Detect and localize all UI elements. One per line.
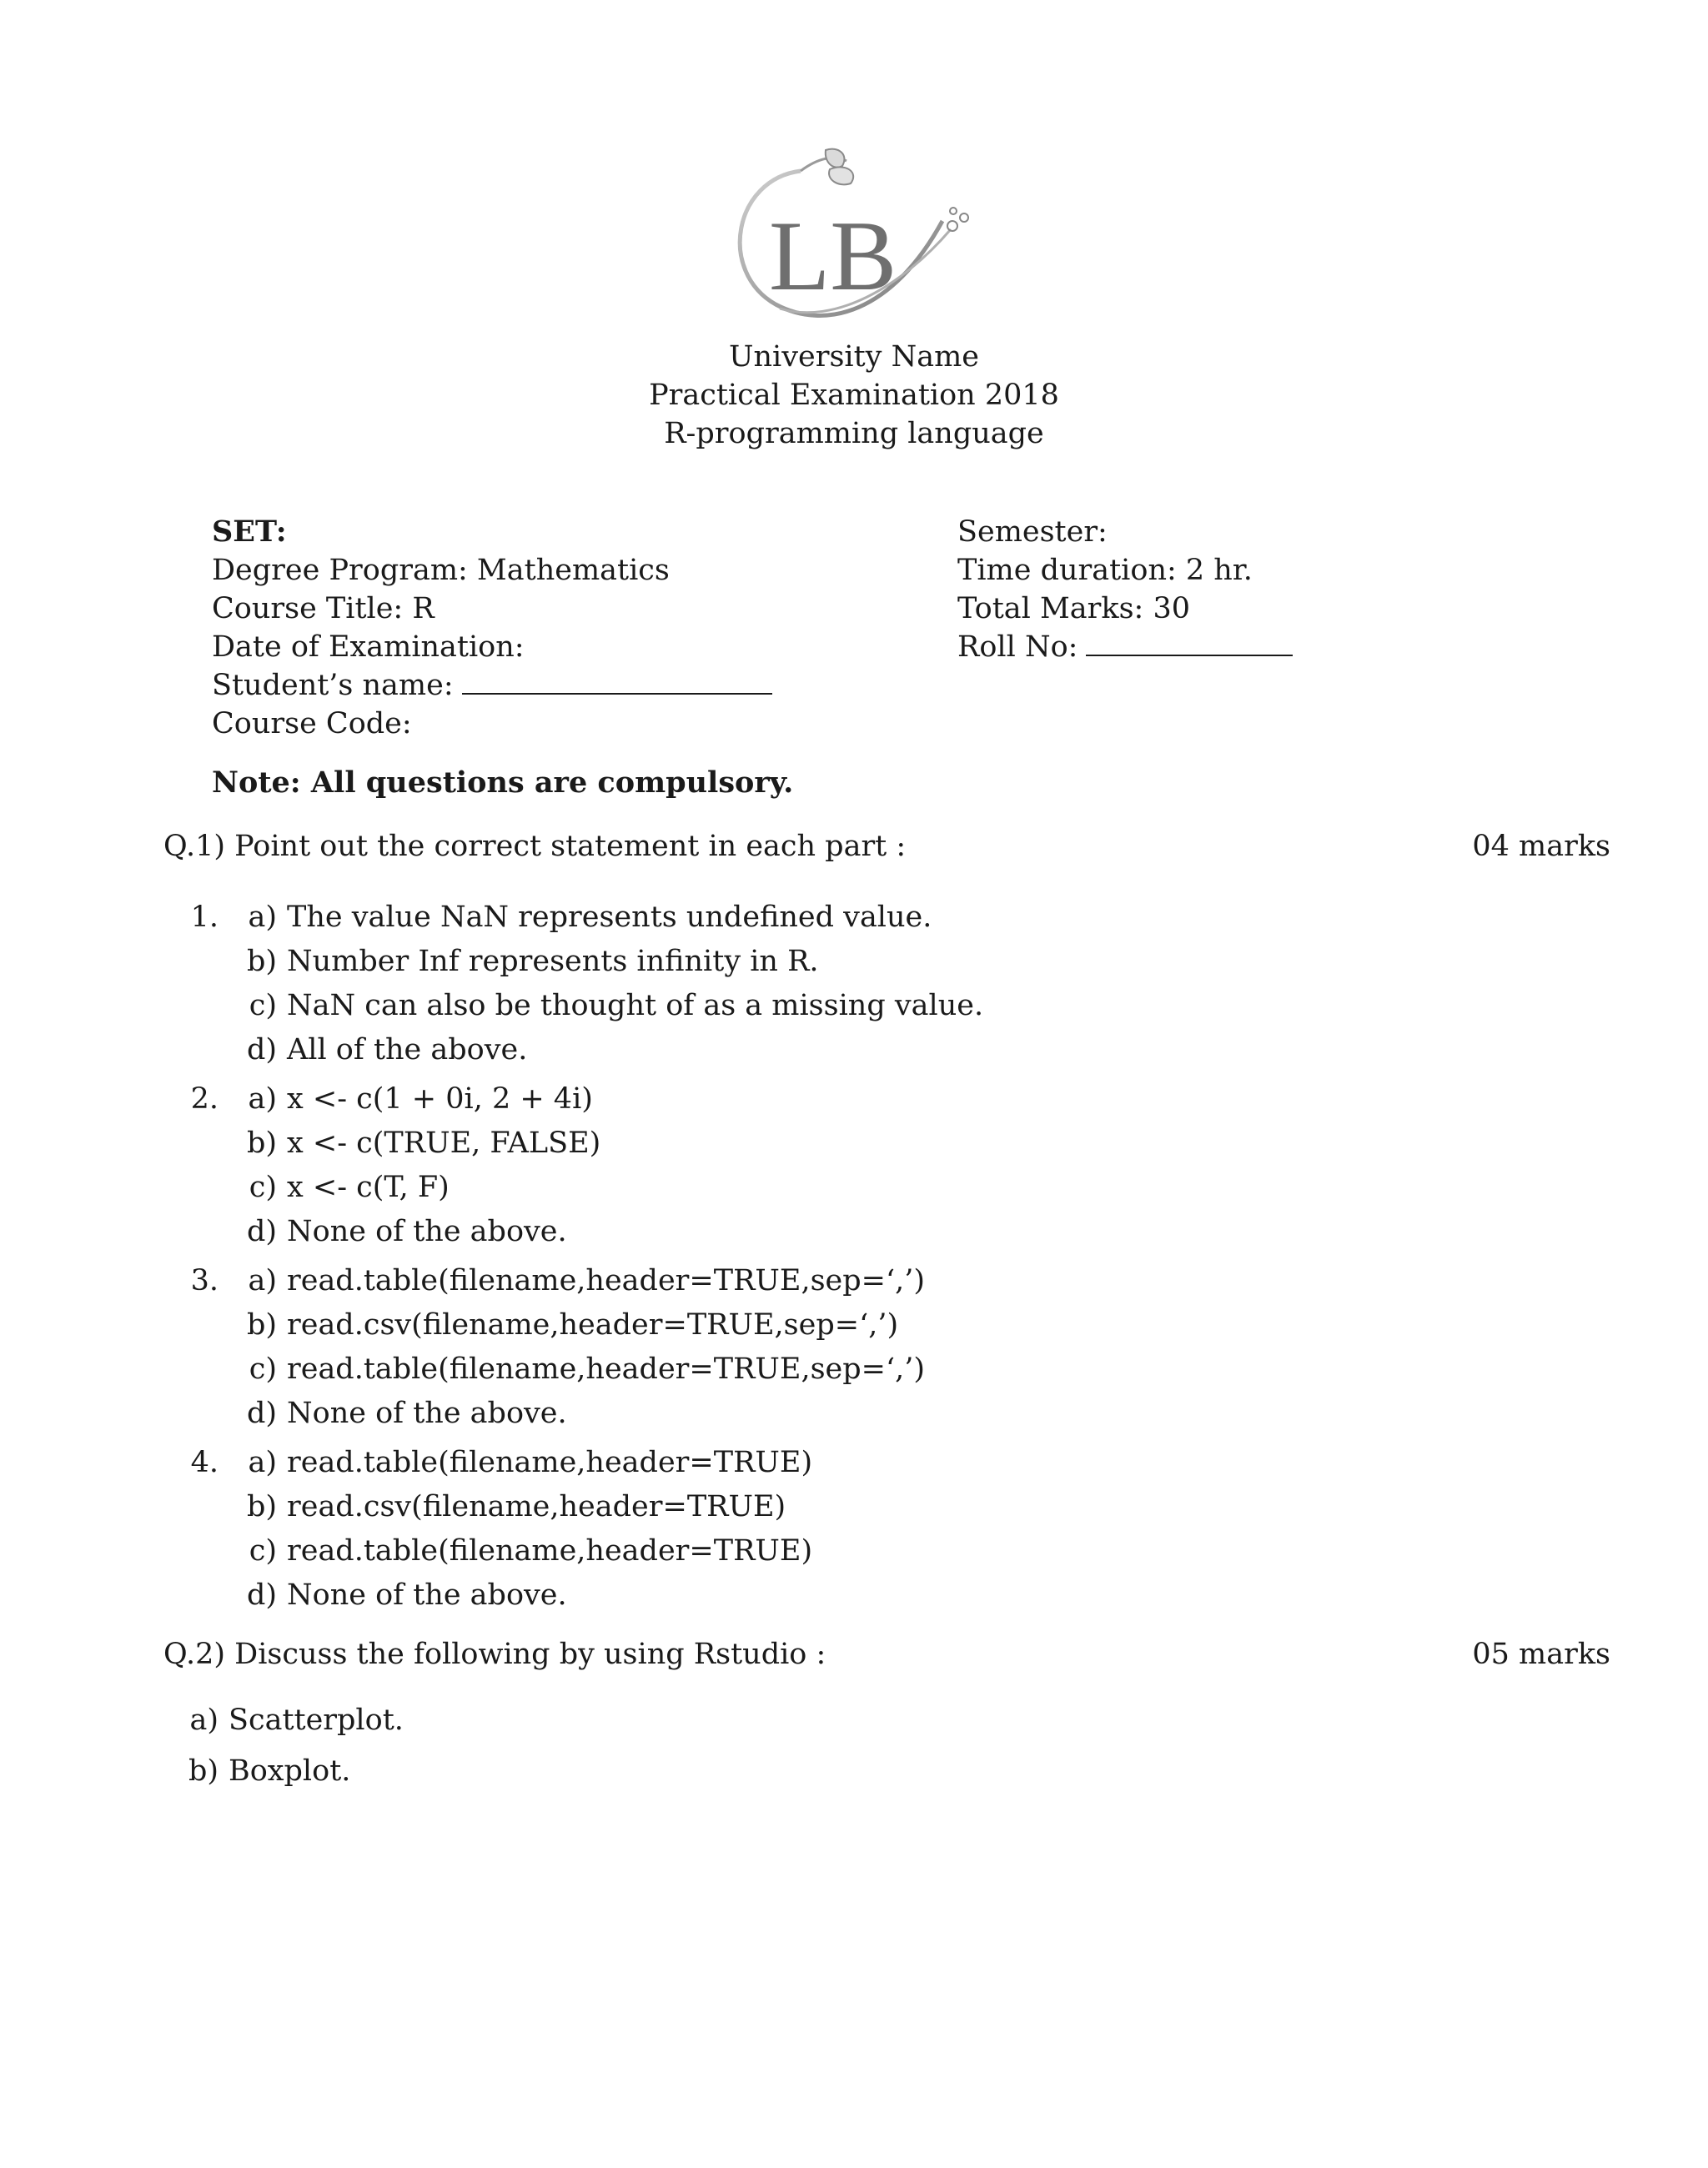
option: c) read.table(filename,header=TRUE) — [249, 1534, 813, 1568]
option: b) read.csv(filename,header=TRUE) — [246, 1490, 786, 1523]
question-2-label: Q.2) — [163, 1638, 225, 1671]
part-number: 2. — [190, 1082, 219, 1116]
q1-part-3 — [167, 1259, 983, 1436]
option: b) Number Inf represents infinity in R. — [246, 945, 819, 978]
student-name-blank[interactable] — [462, 668, 772, 695]
student-name-row — [212, 666, 772, 705]
question-2-text: Discuss the following by using Rstudio : — [234, 1638, 826, 1671]
question-2-header — [163, 1635, 1610, 1674]
semester: Semester: — [957, 515, 1108, 549]
course-title: Course Title: R — [212, 592, 435, 625]
option: a) The value NaN represents undefined value. — [248, 901, 932, 934]
option: c) read.table(filename,header=TRUE,sep=‘,’) — [249, 1352, 926, 1386]
option: d) None of the above. — [246, 1215, 567, 1248]
question-1-text: Point out the correct statement in each part : — [234, 830, 907, 863]
question-2-items — [185, 1695, 404, 1797]
roll-no-blank[interactable] — [1086, 630, 1293, 656]
exam-header — [0, 338, 1708, 453]
question-1-label: Q.1) — [163, 830, 225, 863]
set-label: SET: — [212, 514, 287, 549]
q1-part-1 — [167, 896, 983, 1072]
exam-info-right — [957, 513, 1293, 666]
option: a) read.table(filename,header=TRUE,sep=‘,’) — [248, 1264, 926, 1297]
lb-logo-icon — [701, 146, 984, 329]
question-1-parts — [167, 896, 983, 1623]
q2-item-boxplot: b) Boxplot. — [188, 1754, 351, 1788]
option: c) x <- c(T, F) — [249, 1171, 450, 1204]
note: Note: All questions are compulsory. — [212, 765, 794, 800]
question-1-header — [163, 827, 1610, 866]
option: c) NaN can also be thought of as a missing value. — [249, 989, 984, 1022]
course-code: Course Code: — [212, 707, 412, 740]
option: a) x <- c(1 + 0i, 2 + 4i) — [248, 1082, 593, 1116]
university-name: University Name — [729, 340, 979, 374]
exam-info-left — [212, 513, 772, 743]
part-number: 1. — [190, 901, 219, 934]
q1-part-2 — [167, 1077, 983, 1254]
question-2-marks: 05 marks — [1472, 1638, 1610, 1671]
time-duration: Time duration: 2 hr. — [957, 554, 1253, 587]
option: b) x <- c(TRUE, FALSE) — [246, 1127, 601, 1160]
option: b) read.csv(filename,header=TRUE,sep=‘,’) — [246, 1308, 899, 1342]
option: a) read.table(filename,header=TRUE) — [248, 1446, 813, 1479]
exam-name: Practical Examination 2018 — [649, 379, 1059, 412]
option: d) None of the above. — [246, 1578, 567, 1612]
q2-item-scatterplot: a) Scatterplot. — [189, 1704, 404, 1737]
university-logo — [701, 146, 984, 329]
roll-no-row — [957, 628, 1293, 666]
q1-part-4 — [167, 1441, 983, 1618]
option: d) None of the above. — [246, 1397, 567, 1430]
total-marks: Total Marks: 30 — [957, 592, 1191, 625]
student-name-label: Student’s name: — [212, 669, 454, 702]
question-1-marks: 04 marks — [1472, 830, 1610, 863]
roll-no-label: Roll No: — [957, 630, 1078, 664]
svg-text:LB: LB — [769, 200, 897, 311]
part-number: 4. — [190, 1446, 219, 1479]
degree-program: Degree Program: Mathematics — [212, 554, 670, 587]
subject-name: R-programming language — [664, 417, 1044, 450]
exam-date: Date of Examination: — [212, 630, 525, 664]
part-number: 3. — [190, 1264, 219, 1297]
option: d) All of the above. — [246, 1033, 528, 1066]
